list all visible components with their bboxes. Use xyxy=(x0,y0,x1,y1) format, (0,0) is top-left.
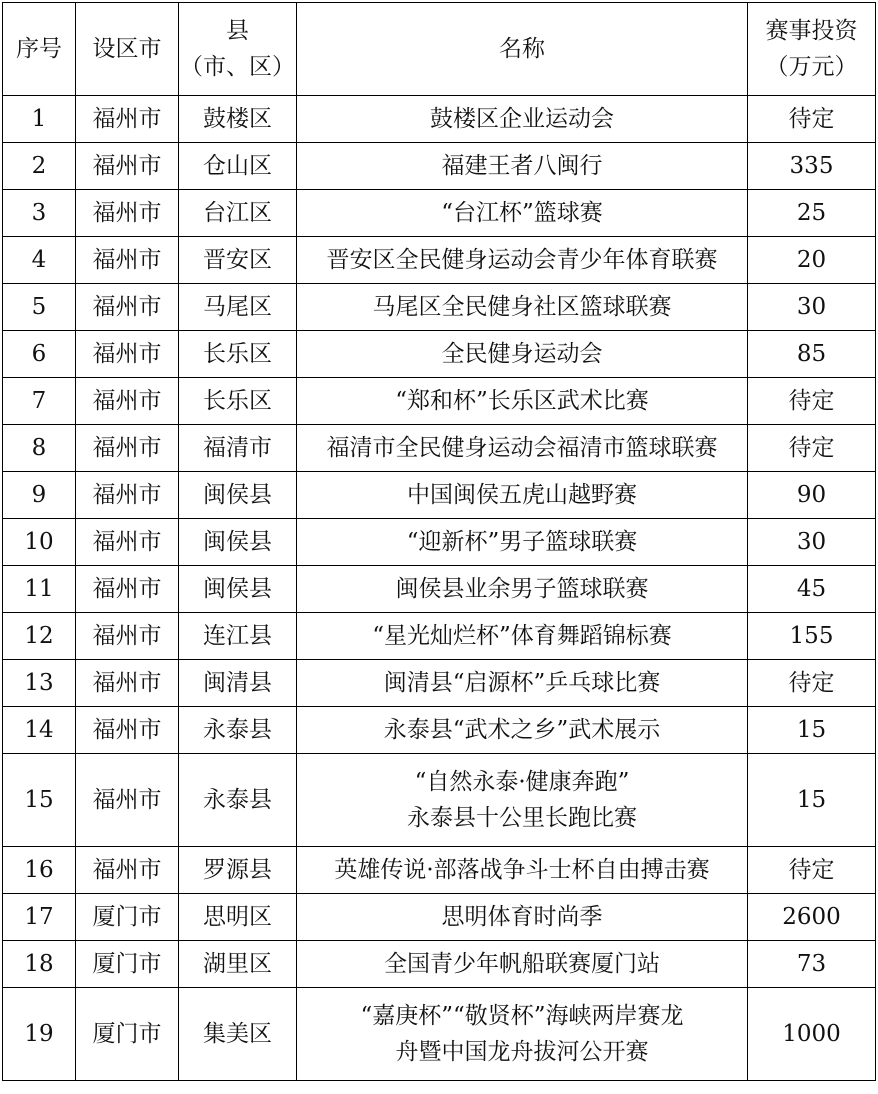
cell-no: 13 xyxy=(3,660,76,707)
cell-name: “郑和杯”长乐区武术比赛 xyxy=(297,378,748,425)
cell-county: 长乐区 xyxy=(179,331,297,378)
cell-no: 2 xyxy=(3,143,76,190)
cell-invest: 待定 xyxy=(748,660,876,707)
cell-city: 厦门市 xyxy=(76,894,179,941)
table-row xyxy=(3,472,876,519)
cell-name: 马尾区全民健身社区篮球联赛 xyxy=(297,284,748,331)
table-row xyxy=(3,847,876,894)
cell-name: 思明体育时尚季 xyxy=(297,894,748,941)
cell-no: 14 xyxy=(3,707,76,754)
header-invest xyxy=(748,3,876,96)
cell-name: 闽清县“启源杯”乒乓球比赛 xyxy=(297,660,748,707)
cell-city: 福州市 xyxy=(76,613,179,660)
cell-invest: 25 xyxy=(748,190,876,237)
header-county-line2: （市、区） xyxy=(180,54,295,80)
cell-city: 福州市 xyxy=(76,284,179,331)
cell-invest: 待定 xyxy=(748,425,876,472)
cell-no: 18 xyxy=(3,941,76,988)
cell-name xyxy=(297,988,748,1081)
header-county-line1: 县 xyxy=(226,18,249,44)
cell-invest: 30 xyxy=(748,519,876,566)
cell-county: 晋安区 xyxy=(179,237,297,284)
cell-name-line2: 永泰县十公里长跑比赛 xyxy=(407,805,637,831)
cell-city: 福州市 xyxy=(76,331,179,378)
cell-no: 19 xyxy=(3,988,76,1081)
table-row xyxy=(3,425,876,472)
cell-city: 福州市 xyxy=(76,190,179,237)
cell-invest: 85 xyxy=(748,331,876,378)
cell-invest: 73 xyxy=(748,941,876,988)
cell-county: 闽侯县 xyxy=(179,472,297,519)
cell-name: 鼓楼区企业运动会 xyxy=(297,96,748,143)
cell-invest: 335 xyxy=(748,143,876,190)
table-row xyxy=(3,378,876,425)
header-city: 设区市 xyxy=(76,3,179,96)
cell-invest: 待定 xyxy=(748,847,876,894)
cell-no: 17 xyxy=(3,894,76,941)
cell-city: 福州市 xyxy=(76,660,179,707)
table-row xyxy=(3,96,876,143)
cell-invest: 1000 xyxy=(748,988,876,1081)
table-row xyxy=(3,143,876,190)
cell-name: 福建王者八闽行 xyxy=(297,143,748,190)
table-row xyxy=(3,754,876,847)
cell-invest: 待定 xyxy=(748,96,876,143)
cell-invest: 2600 xyxy=(748,894,876,941)
cell-no: 15 xyxy=(3,754,76,847)
cell-city: 福州市 xyxy=(76,378,179,425)
cell-name: 全国青少年帆船联赛厦门站 xyxy=(297,941,748,988)
cell-invest: 20 xyxy=(748,237,876,284)
cell-no: 5 xyxy=(3,284,76,331)
cell-county: 永泰县 xyxy=(179,707,297,754)
cell-city: 福州市 xyxy=(76,847,179,894)
cell-no: 12 xyxy=(3,613,76,660)
cell-name: “迎新杯”男子篮球联赛 xyxy=(297,519,748,566)
cell-city: 厦门市 xyxy=(76,941,179,988)
cell-no: 8 xyxy=(3,425,76,472)
cell-no: 3 xyxy=(3,190,76,237)
cell-county: 湖里区 xyxy=(179,941,297,988)
cell-invest: 15 xyxy=(748,707,876,754)
table-row xyxy=(3,519,876,566)
table-row xyxy=(3,190,876,237)
cell-city: 福州市 xyxy=(76,425,179,472)
cell-county: 鼓楼区 xyxy=(179,96,297,143)
cell-no: 4 xyxy=(3,237,76,284)
cell-city: 福州市 xyxy=(76,143,179,190)
cell-name xyxy=(297,754,748,847)
table-row xyxy=(3,707,876,754)
cell-county: 长乐区 xyxy=(179,378,297,425)
cell-no: 9 xyxy=(3,472,76,519)
cell-county: 马尾区 xyxy=(179,284,297,331)
table-row xyxy=(3,660,876,707)
table-header-row xyxy=(3,3,876,96)
cell-county: 集美区 xyxy=(179,988,297,1081)
cell-city: 福州市 xyxy=(76,237,179,284)
table-row xyxy=(3,331,876,378)
table-row xyxy=(3,894,876,941)
table-row xyxy=(3,941,876,988)
cell-invest: 待定 xyxy=(748,378,876,425)
table-row xyxy=(3,237,876,284)
header-invest-line2: （万元） xyxy=(765,54,858,80)
cell-no: 6 xyxy=(3,331,76,378)
header-no: 序号 xyxy=(3,3,76,96)
events-table xyxy=(2,2,876,1081)
cell-city: 福州市 xyxy=(76,96,179,143)
cell-name: 闽侯县业余男子篮球联赛 xyxy=(297,566,748,613)
cell-city: 福州市 xyxy=(76,566,179,613)
cell-no: 11 xyxy=(3,566,76,613)
cell-city: 福州市 xyxy=(76,707,179,754)
cell-county: 闽侯县 xyxy=(179,519,297,566)
cell-name: 英雄传说·部落战争斗士杯自由搏击赛 xyxy=(297,847,748,894)
cell-name: 福清市全民健身运动会福清市篮球联赛 xyxy=(297,425,748,472)
cell-county: 罗源县 xyxy=(179,847,297,894)
table-row xyxy=(3,566,876,613)
header-county xyxy=(179,3,297,96)
table-row xyxy=(3,284,876,331)
cell-county: 闽侯县 xyxy=(179,566,297,613)
cell-county: 福清市 xyxy=(179,425,297,472)
cell-no: 1 xyxy=(3,96,76,143)
cell-no: 16 xyxy=(3,847,76,894)
cell-invest: 45 xyxy=(748,566,876,613)
cell-no: 7 xyxy=(3,378,76,425)
cell-county: 仓山区 xyxy=(179,143,297,190)
cell-no: 10 xyxy=(3,519,76,566)
cell-name-line1: “嘉庚杯”“敬贤杯”海峡两岸赛龙 xyxy=(360,1003,684,1029)
cell-city: 厦门市 xyxy=(76,988,179,1081)
cell-name: “星光灿烂杯”体育舞蹈锦标赛 xyxy=(297,613,748,660)
table-row xyxy=(3,613,876,660)
header-name: 名称 xyxy=(297,3,748,96)
cell-invest: 30 xyxy=(748,284,876,331)
cell-name: 中国闽侯五虎山越野赛 xyxy=(297,472,748,519)
cell-county: 台江区 xyxy=(179,190,297,237)
cell-county: 闽清县 xyxy=(179,660,297,707)
cell-county: 思明区 xyxy=(179,894,297,941)
cell-city: 福州市 xyxy=(76,519,179,566)
cell-invest: 15 xyxy=(748,754,876,847)
cell-name-line1: “自然永泰·健康奔跑” xyxy=(414,769,630,795)
cell-name: 永泰县“武术之乡”武术展示 xyxy=(297,707,748,754)
cell-invest: 90 xyxy=(748,472,876,519)
cell-name: “台江杯”篮球赛 xyxy=(297,190,748,237)
cell-county: 永泰县 xyxy=(179,754,297,847)
cell-city: 福州市 xyxy=(76,472,179,519)
cell-invest: 155 xyxy=(748,613,876,660)
cell-name: 全民健身运动会 xyxy=(297,331,748,378)
cell-city: 福州市 xyxy=(76,754,179,847)
cell-name: 晋安区全民健身运动会青少年体育联赛 xyxy=(297,237,748,284)
header-invest-line1: 赛事投资 xyxy=(765,18,858,44)
cell-name-line2: 舟暨中国龙舟拔河公开赛 xyxy=(395,1039,649,1065)
table-row xyxy=(3,988,876,1081)
cell-county: 连江县 xyxy=(179,613,297,660)
